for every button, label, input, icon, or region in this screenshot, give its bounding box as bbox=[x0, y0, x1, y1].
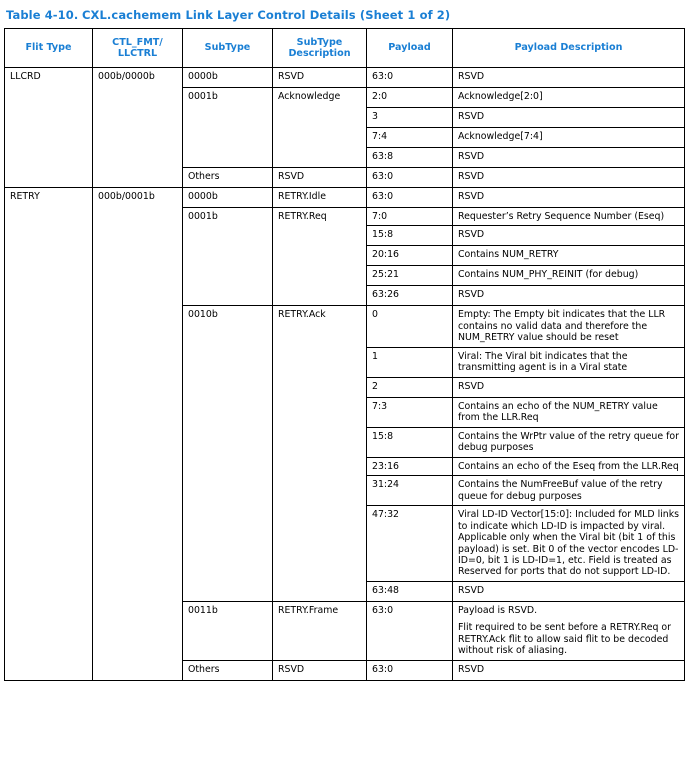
table-row bbox=[5, 188, 685, 208]
column-header-ctl-fmt-llctrl bbox=[93, 29, 183, 68]
cell-subtype-description: RSVD bbox=[273, 168, 367, 188]
cell-payload: 47:32 bbox=[367, 506, 453, 582]
column-header-subtype-desc-line1: SubType bbox=[296, 36, 343, 48]
cell-payload-description: RSVD bbox=[453, 68, 685, 88]
cell-payload-description: Acknowledge[7:4] bbox=[453, 128, 685, 148]
column-header-subtype: SubType bbox=[183, 29, 273, 68]
cell-subtype: 0000b bbox=[183, 68, 273, 88]
cell-payload-description: RSVD bbox=[453, 188, 685, 208]
cell-subtype-description: RSVD bbox=[273, 68, 367, 88]
table-caption-number: Table 4-10. bbox=[6, 8, 79, 22]
cell-payload: 3 bbox=[367, 108, 453, 128]
cell-payload: 63:0 bbox=[367, 601, 453, 660]
cell-payload: 31:24 bbox=[367, 476, 453, 506]
cell-payload-description: Viral: The Viral bit indicates that the transmitting agent is in a Viral state bbox=[453, 347, 685, 377]
cell-subtype: 0001b bbox=[183, 208, 273, 306]
cell-payload-description: Contains an echo of the NUM_RETRY value from the LLR.Req bbox=[453, 397, 685, 427]
cell-subtype: Others bbox=[183, 660, 273, 680]
cell-payload: 7:0 bbox=[367, 208, 453, 226]
cell-payload-description: RSVD bbox=[453, 286, 685, 306]
table-body bbox=[5, 68, 685, 681]
cell-payload-description: RSVD bbox=[453, 581, 685, 601]
cell-payload-description: Empty: The Empty bit indicates that the LLR contains no valid data and therefore the NUM_RETRY value should be reset bbox=[453, 306, 685, 347]
cell-payload-description: Contains NUM_PHY_REINIT (for debug) bbox=[453, 266, 685, 286]
cell-payload: 63:48 bbox=[367, 581, 453, 601]
cell-ctl-fmt: 000b/0000b bbox=[93, 68, 183, 188]
cell-payload-description: Requester’s Retry Sequence Number (Eseq) bbox=[453, 208, 685, 226]
cell-payload: 0 bbox=[367, 306, 453, 347]
cell-subtype: Others bbox=[183, 168, 273, 188]
cell-payload: 63:0 bbox=[367, 188, 453, 208]
cell-subtype-description: RETRY.Req bbox=[273, 208, 367, 306]
cell-payload-description: Viral LD-ID Vector[15:0]: Included for MLD links to indicate which LD-ID is impacted by viral. Applicable only when the Viral bit (bit 1 of this payload) is set. Bit 0 of the vector encodes LD-ID=0, bit 1 is LD-ID=1, etc. Field is treated as Reserved for ports that do not support LD-ID. bbox=[453, 506, 685, 582]
column-header-payload-description: Payload Description bbox=[453, 29, 685, 68]
column-header-flit-type: Flit Type bbox=[5, 29, 93, 68]
cell-payload: 63:0 bbox=[367, 168, 453, 188]
cell-payload: 15:8 bbox=[367, 226, 453, 246]
payload-description-paragraph: Payload is RSVD. bbox=[458, 604, 538, 616]
cell-payload: 1 bbox=[367, 347, 453, 377]
cell-payload-description bbox=[453, 601, 685, 660]
cell-payload: 25:21 bbox=[367, 266, 453, 286]
cell-payload: 15:8 bbox=[367, 427, 453, 457]
cell-payload-description: RSVD bbox=[453, 226, 685, 246]
cell-subtype-description: Acknowledge bbox=[273, 88, 367, 168]
cell-payload: 20:16 bbox=[367, 246, 453, 266]
cell-subtype: 0000b bbox=[183, 188, 273, 208]
cell-subtype-description: RETRY.Ack bbox=[273, 306, 367, 601]
table-header-row bbox=[5, 29, 685, 68]
column-header-ctl-fmt-line2: LLCTRL bbox=[117, 48, 158, 59]
payload-description-paragraph: Flit required to be sent before a RETRY.Req or RETRY.Ack flit to allow said flit to be decoded without risk of aliasing. bbox=[458, 622, 671, 657]
cell-payload-description: RSVD bbox=[453, 148, 685, 168]
column-header-ctl-fmt-line1: CTL_FMT/ bbox=[112, 36, 163, 48]
cell-subtype-description: RETRY.Idle bbox=[273, 188, 367, 208]
cell-payload: 63:8 bbox=[367, 148, 453, 168]
cell-payload-description: RSVD bbox=[453, 660, 685, 680]
table-caption-title: CXL.cachemem Link Layer Control Details (Sheet 1 of 2) bbox=[82, 8, 451, 22]
table-header bbox=[5, 29, 685, 68]
cell-payload-description: RSVD bbox=[453, 168, 685, 188]
cell-payload: 2 bbox=[367, 377, 453, 397]
cell-subtype: 0010b bbox=[183, 306, 273, 601]
cell-payload-description: Contains the WrPtr value of the retry queue for debug purposes bbox=[453, 427, 685, 457]
cell-payload-description: Contains the NumFreeBuf value of the retry queue for debug purposes bbox=[453, 476, 685, 506]
table-row bbox=[5, 68, 685, 88]
cell-payload: 7:4 bbox=[367, 128, 453, 148]
table-caption bbox=[0, 0, 688, 28]
cell-subtype-description: RETRY.Frame bbox=[273, 601, 367, 660]
cell-subtype-description: RSVD bbox=[273, 660, 367, 680]
cell-payload: 63:0 bbox=[367, 660, 453, 680]
cell-payload: 63:26 bbox=[367, 286, 453, 306]
cell-payload-description: Contains an echo of the Eseq from the LLR.Req bbox=[453, 457, 685, 475]
column-header-subtype-desc-line2: Description bbox=[288, 48, 351, 59]
cell-payload: 23:16 bbox=[367, 457, 453, 475]
cell-flit-type: LLCRD bbox=[5, 68, 93, 188]
cell-payload-description: RSVD bbox=[453, 108, 685, 128]
cell-payload-description: Acknowledge[2:0] bbox=[453, 88, 685, 108]
cxl-link-layer-control-details-table bbox=[4, 28, 685, 681]
column-header-payload: Payload bbox=[367, 29, 453, 68]
cell-flit-type: RETRY bbox=[5, 188, 93, 681]
cell-payload: 2:0 bbox=[367, 88, 453, 108]
cell-payload-description: RSVD bbox=[453, 377, 685, 397]
cell-payload: 63:0 bbox=[367, 68, 453, 88]
column-header-subtype-description bbox=[273, 29, 367, 68]
cell-subtype: 0001b bbox=[183, 88, 273, 168]
cell-subtype: 0011b bbox=[183, 601, 273, 660]
cell-payload-description: Contains NUM_RETRY bbox=[453, 246, 685, 266]
cell-payload: 7:3 bbox=[367, 397, 453, 427]
cell-ctl-fmt: 000b/0001b bbox=[93, 188, 183, 681]
